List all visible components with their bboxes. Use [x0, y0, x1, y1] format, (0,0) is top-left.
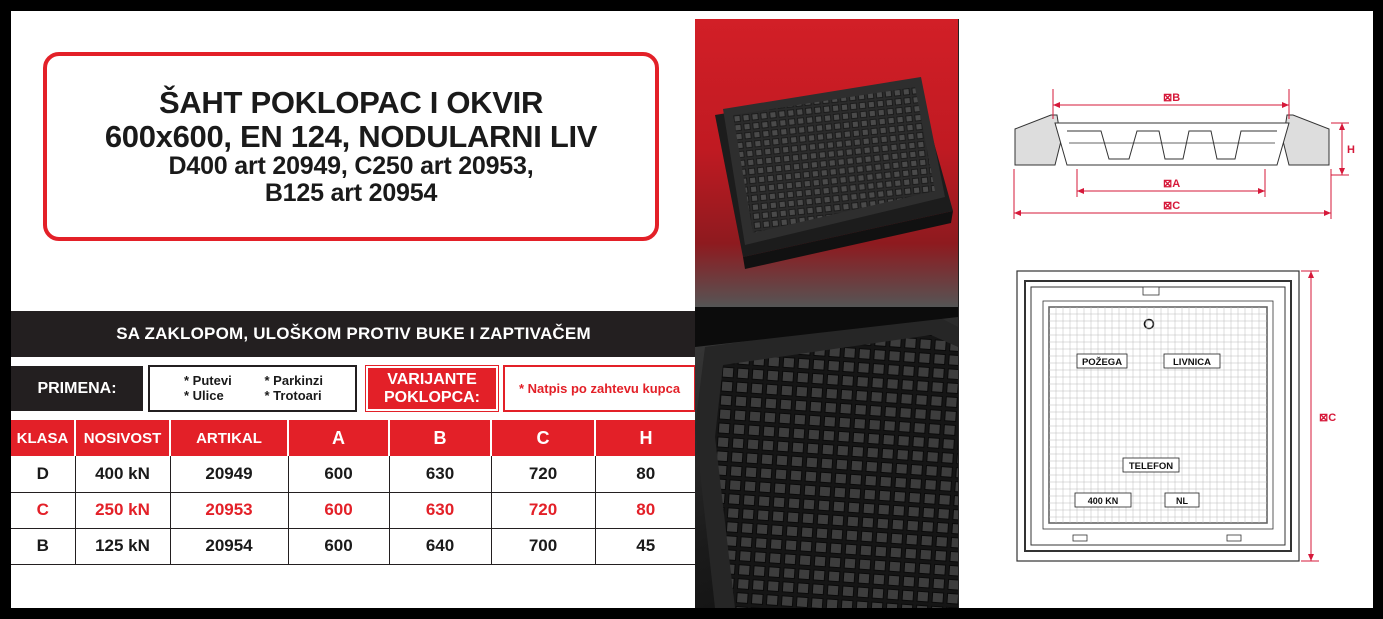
- cell-nosivost: 250 kN: [75, 492, 170, 528]
- table-row: [11, 456, 696, 492]
- variants-label: [366, 366, 498, 411]
- cell-klasa: D: [11, 456, 75, 492]
- header-c: C: [491, 420, 595, 456]
- dim-c-side-label: ⊠C: [1319, 412, 1337, 424]
- photo-cover-closeup: [695, 307, 958, 608]
- plan-view-drawing: [1017, 271, 1299, 561]
- variants-label-line-1: VARIJANTE: [387, 370, 477, 388]
- plate-livnica: LIVNICA: [1173, 357, 1211, 368]
- cell-b: 630: [389, 456, 491, 492]
- cell-b: 630: [389, 492, 491, 528]
- table-row: [11, 528, 696, 564]
- primena-label: PRIMENA:: [11, 366, 143, 411]
- title-line-4: B125 art 20954: [264, 178, 438, 207]
- product-sheet: [11, 11, 1373, 608]
- primena-item-trotoari: * Trotoari: [264, 388, 322, 403]
- primena-list: [148, 365, 357, 412]
- cell-b: 640: [389, 528, 491, 564]
- table-header-row: [11, 420, 696, 456]
- plate-telefon: TELEFON: [1128, 461, 1174, 472]
- cell-a: 600: [288, 528, 389, 564]
- spec-table: [11, 420, 696, 565]
- variants-label-line-2: POKLOPCA:: [384, 388, 480, 406]
- cross-section-drawing: [1015, 115, 1329, 165]
- dim-h-label: H: [1347, 144, 1355, 156]
- header-artikal: ARTIKAL: [170, 420, 288, 456]
- plate-nl: NL: [1176, 496, 1188, 506]
- header-h: H: [595, 420, 696, 456]
- photo-cover-angled: [695, 19, 958, 307]
- cell-a: 600: [288, 492, 389, 528]
- manhole-cover-image: [695, 19, 958, 307]
- cell-h: 45: [595, 528, 696, 564]
- cell-a: 600: [288, 456, 389, 492]
- cell-klasa: B: [11, 528, 75, 564]
- cell-h: 80: [595, 456, 696, 492]
- primena-item-ulice: * Ulice: [184, 388, 224, 403]
- primena-item-putevi: * Putevi: [184, 372, 232, 388]
- variants-note: * Natpis po zahtevu kupca: [503, 365, 696, 412]
- cell-c: 700: [491, 528, 595, 564]
- header-klasa: KLASA: [11, 420, 75, 456]
- cell-artikal: 20949: [170, 456, 288, 492]
- cell-artikal: 20953: [170, 492, 288, 528]
- technical-drawing: [959, 19, 1373, 608]
- title-line-1: ŠAHT POKLOPAC I OKVIR: [158, 85, 544, 121]
- primena-item-parkinzi: * Parkinzi: [264, 372, 324, 388]
- plate-load: 400 KN: [1087, 496, 1119, 506]
- cell-nosivost: 400 kN: [75, 456, 170, 492]
- cell-nosivost: 125 kN: [75, 528, 170, 564]
- header-nosivost: NOSIVOST: [75, 420, 170, 456]
- header-b: B: [389, 420, 491, 456]
- plate-pozega: POŽEGA: [1081, 357, 1123, 368]
- product-photos: [695, 19, 958, 608]
- dim-a-label: ⊠A: [1163, 178, 1181, 190]
- table-row-highlighted: [11, 492, 696, 528]
- title-line-2: 600x600, EN 124, NODULARNI LIV: [104, 118, 598, 154]
- dim-c-label: ⊠C: [1163, 200, 1181, 212]
- cell-h: 80: [595, 492, 696, 528]
- manhole-cover-closeup-image: [695, 307, 958, 608]
- title-line-3: D400 art 20949, C250 art 20953,: [168, 151, 534, 180]
- dim-b-label: ⊠B: [1163, 92, 1181, 104]
- technical-drawings: [958, 19, 1373, 608]
- title-box: [43, 52, 659, 241]
- header-a: A: [288, 420, 389, 456]
- cell-klasa: C: [11, 492, 75, 528]
- cell-c: 720: [491, 456, 595, 492]
- subtitle-bar: SA ZAKLOPOM, ULOŠKOM PROTIV BUKE I ZAPTIVAČEM: [11, 311, 696, 357]
- cell-artikal: 20954: [170, 528, 288, 564]
- cell-c: 720: [491, 492, 595, 528]
